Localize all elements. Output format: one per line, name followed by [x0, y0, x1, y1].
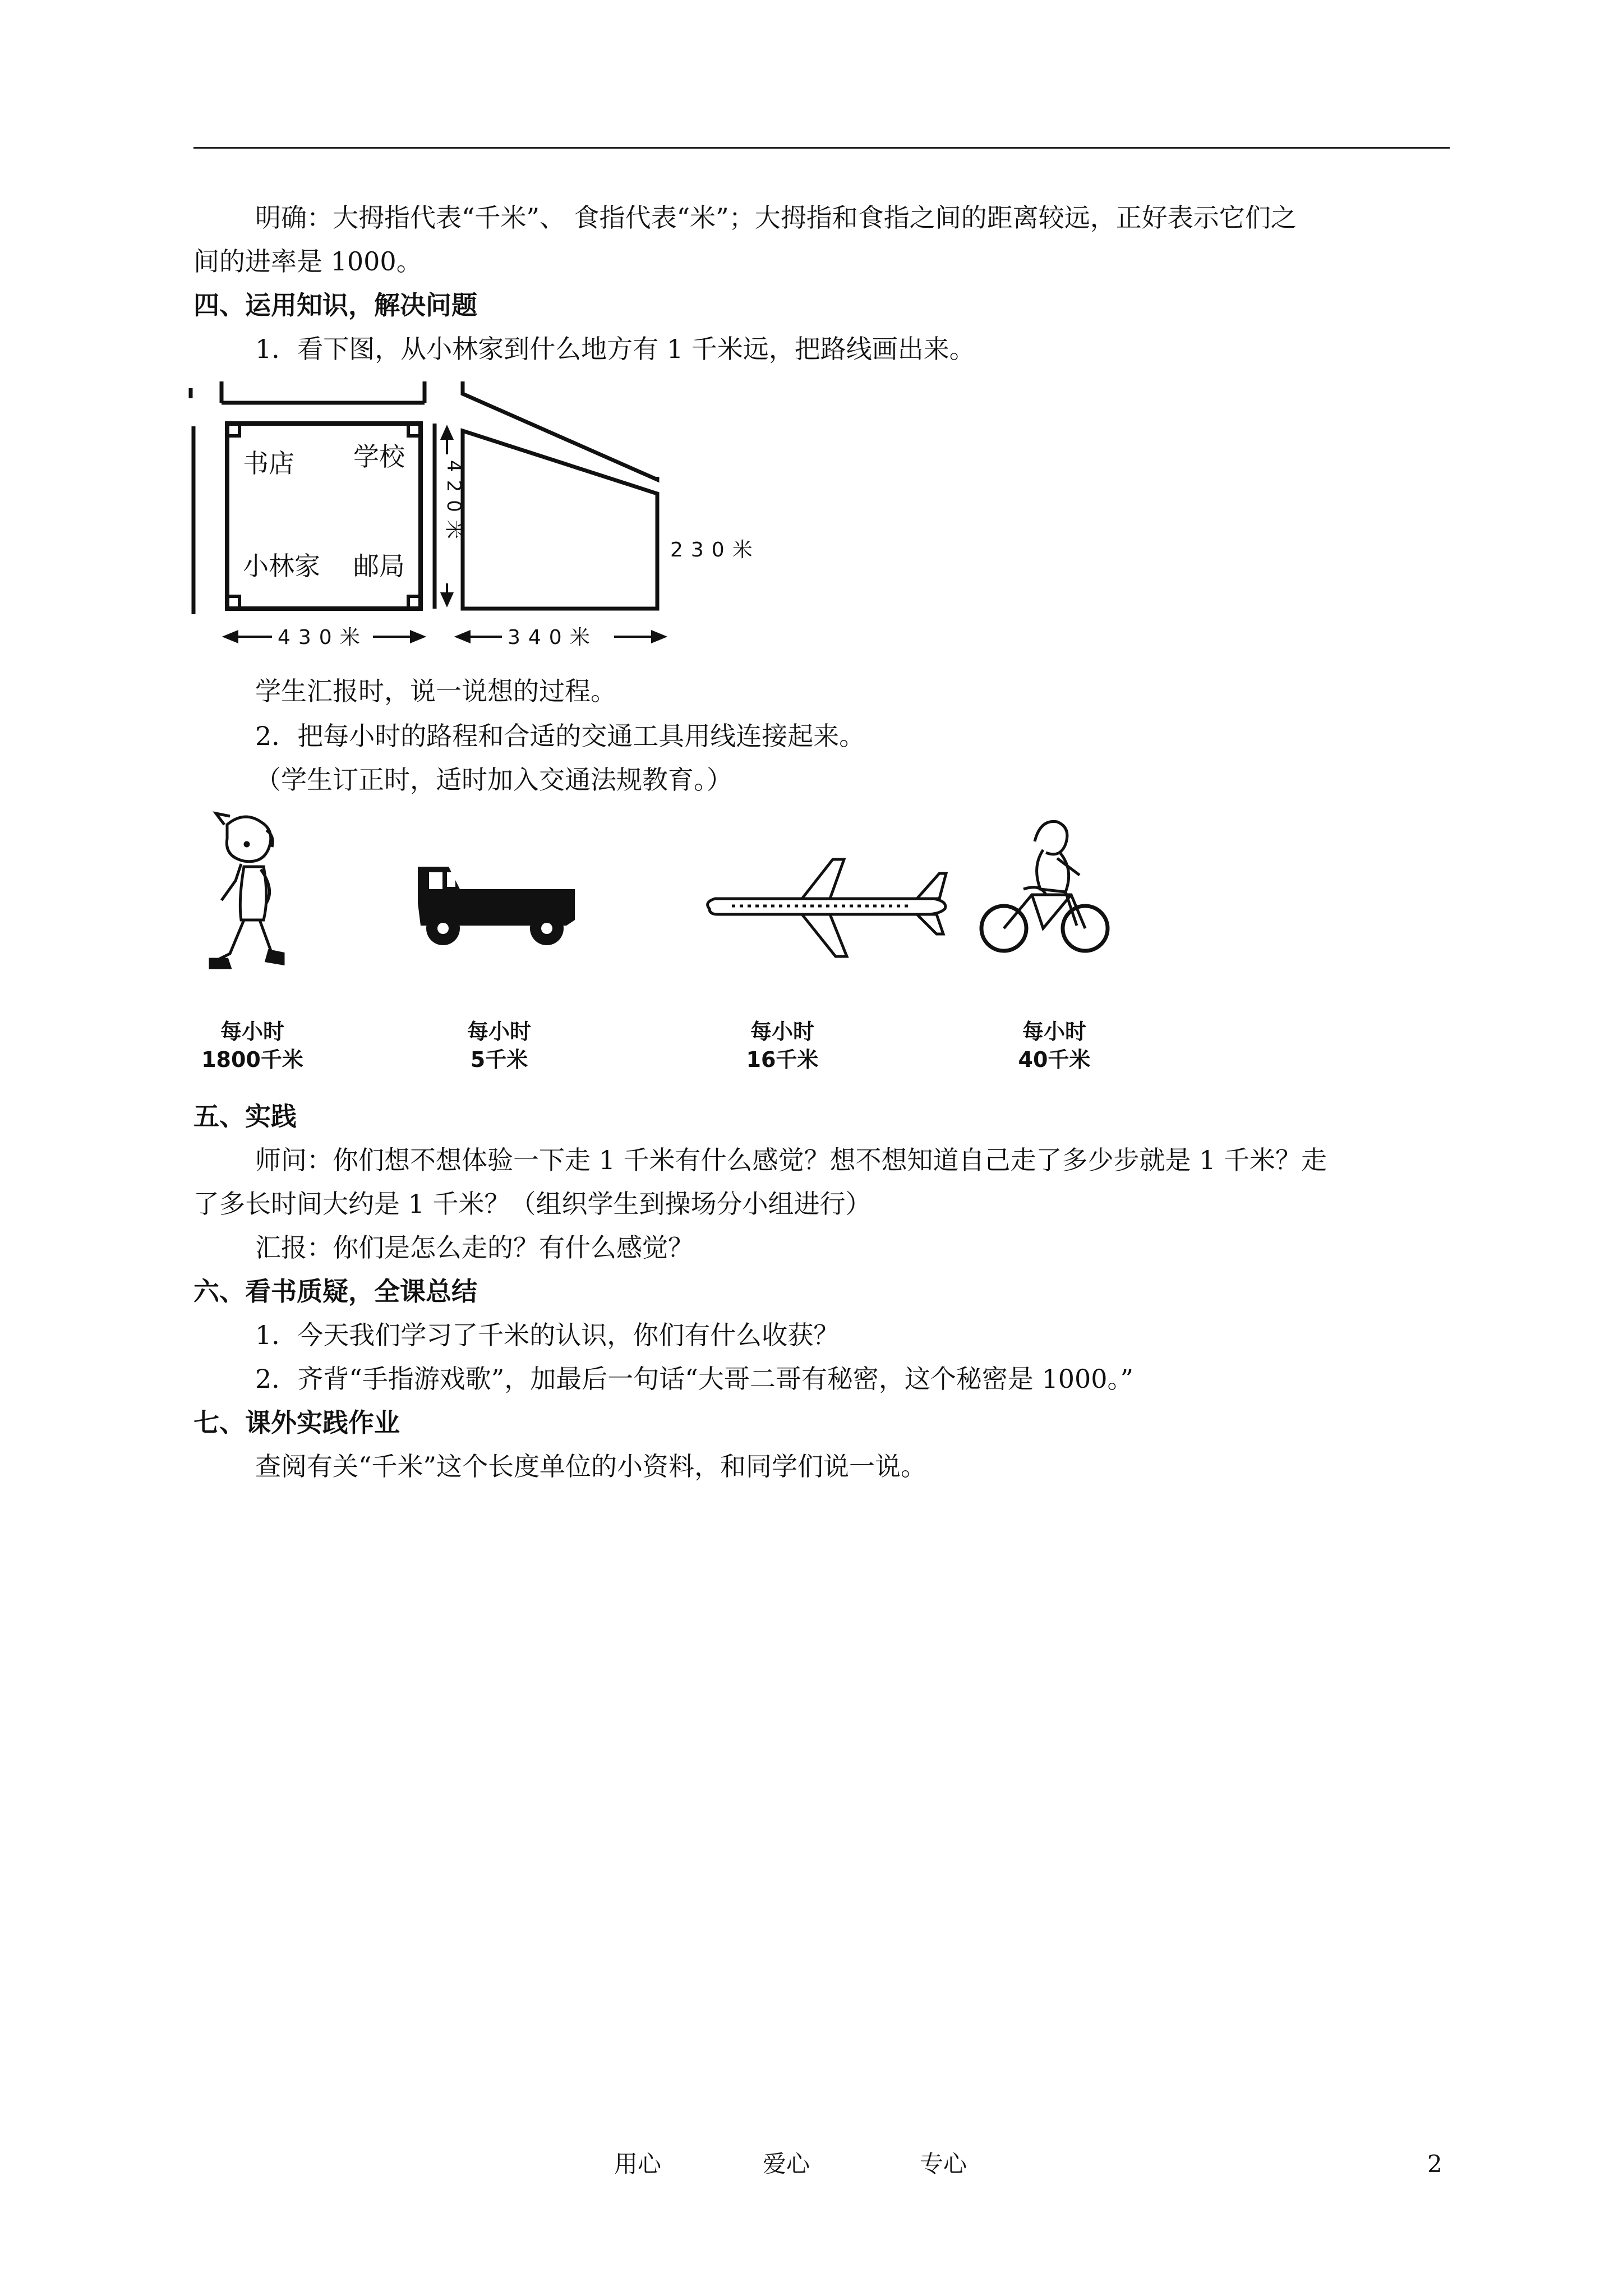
paragraph-line: 学生汇报时，说一说想的过程。 — [255, 676, 616, 706]
question-2: 2．把每小时的路程和合适的交通工具用线连接起来。 — [255, 721, 865, 751]
page-number: 2 — [1427, 2150, 1442, 2178]
vehicle-label-4b: 40千米 — [1018, 1047, 1091, 1072]
vehicle-label-3b: 16千米 — [746, 1047, 819, 1072]
section-heading-7: 七、课外实践作业 — [193, 1407, 400, 1438]
vehicle-label-4a: 每小时 — [1022, 1019, 1087, 1044]
map-dim-420: 420米 — [442, 460, 465, 547]
question-1: 1．看下图，从小林家到什么地方有 1 千米远，把路线画出来。 — [255, 334, 975, 364]
summary-line-2: 2．齐背“手指游戏歌”，加最后一句话“大哥二哥有秘密，这个秘密是 1000。” — [255, 1364, 1134, 1394]
map-dim-340: 340米 — [508, 626, 598, 649]
truck-icon — [418, 867, 575, 945]
vehicle-label-1b: 1800千米 — [201, 1047, 303, 1072]
footer-word-3: 专心 — [920, 2150, 967, 2178]
paragraph-line: 汇报：你们是怎么走的？有什么感觉？ — [255, 1232, 694, 1263]
airplane-icon — [708, 859, 946, 956]
paragraph-line: 了多长时间大约是 1 千米？（组织学生到操场分小组进行） — [193, 1189, 872, 1219]
section-heading-6: 六、看书质疑，全课总结 — [193, 1276, 477, 1306]
vehicles-figure — [193, 808, 1147, 1077]
map-label-bookstore: 书店 — [243, 448, 294, 478]
vehicle-label-2a: 每小时 — [467, 1019, 532, 1044]
vehicle-label-1a: 每小时 — [220, 1019, 285, 1044]
vehicle-label-2b: 5千米 — [470, 1047, 528, 1072]
map-label-home: 小林家 — [243, 551, 320, 581]
footer-word-2: 爱心 — [763, 2150, 810, 2178]
paragraph-line: 间的进率是 1000。 — [193, 246, 422, 277]
map-label-school: 学校 — [353, 441, 405, 472]
footer-word-1: 用心 — [614, 2150, 662, 2178]
vehicle-label-3a: 每小时 — [750, 1019, 815, 1044]
homework-line: 查阅有关“千米”这个长度单位的小资料，和同学们说一说。 — [255, 1451, 927, 1481]
map-label-post-office: 邮局 — [353, 551, 405, 581]
cyclist-icon — [981, 821, 1108, 951]
route-map-figure — [188, 381, 794, 651]
map-dim-230: 230米 — [670, 539, 760, 562]
note-line: （学生订正时，适时加入交通法规教育。） — [255, 765, 732, 795]
summary-line-1: 1．今天我们学习了千米的认识，你们有什么收获？ — [255, 1320, 840, 1350]
header-rule — [193, 147, 1450, 149]
map-dim-430: 430米 — [278, 626, 368, 649]
walking-girl-icon — [210, 813, 283, 968]
section-heading-4: 四、运用知识，解决问题 — [193, 290, 477, 320]
section-heading-5: 五、实践 — [193, 1101, 297, 1131]
paragraph-line: 师问：你们想不想体验一下走 1 千米有什么感觉？想不想知道自己走了多少步就是 1 千米？走 — [255, 1145, 1327, 1175]
paragraph-line: 明确：大拇指代表“千米”、 食指代表“米”；大拇指和食指之间的距离较远，正好表示它们之 — [255, 203, 1297, 233]
